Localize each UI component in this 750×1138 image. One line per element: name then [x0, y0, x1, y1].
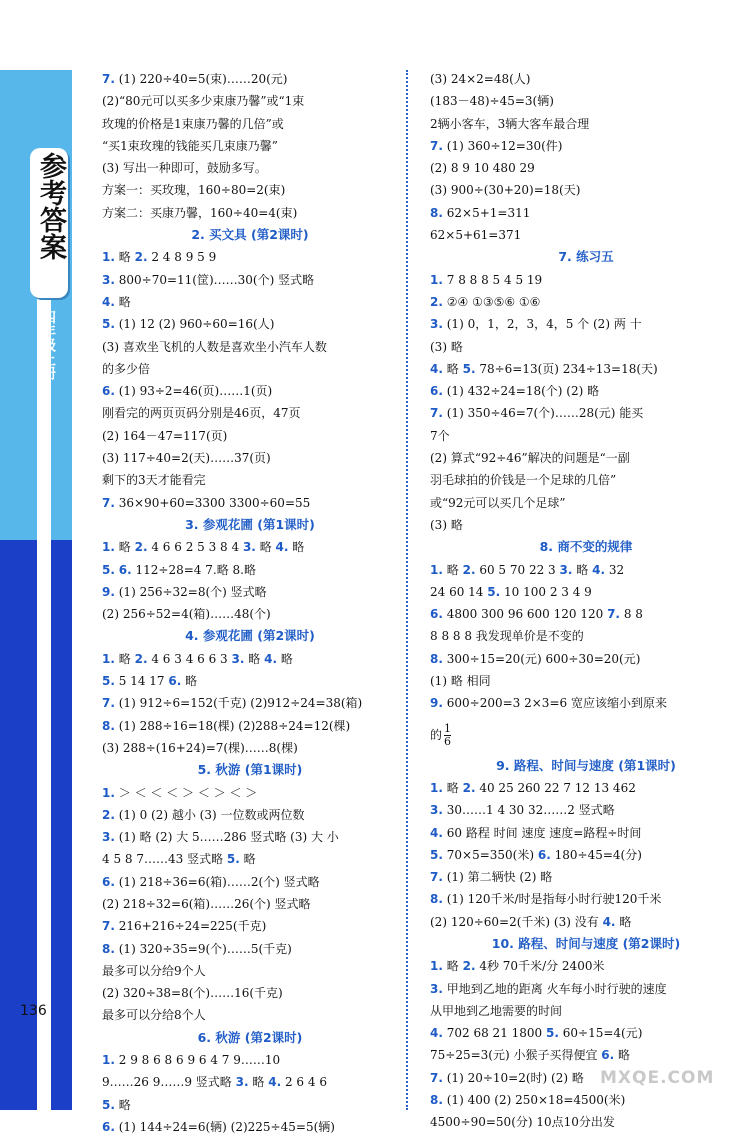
question-number: 8.	[102, 718, 115, 733]
answer-line	[430, 313, 742, 335]
answer-text: 36×90+60=3300 3300÷60=55	[118, 495, 311, 510]
answer-text: 70×5=350(米)	[446, 847, 535, 862]
question-number: 7.	[430, 406, 443, 421]
watermark: MXQE.COM	[600, 1068, 715, 1088]
answer-text: 180÷45=4(分)	[554, 847, 642, 862]
answer-text: (1) 912÷6=152(千克) (2)912÷24=38(箱)	[118, 696, 363, 711]
answer-text: 略	[292, 540, 305, 555]
answer-line	[102, 291, 398, 313]
answer-line	[102, 68, 398, 90]
answer-text: 800÷70=11(筐)……30(个) 竖式略	[118, 272, 315, 287]
question-number: 2.	[134, 250, 148, 265]
answer-line	[430, 777, 742, 799]
answer-text: (1) 略 相同	[430, 674, 491, 689]
question-number: 1.	[430, 780, 443, 795]
answer-text: (3) 写出一种即可，鼓励多写。	[102, 161, 267, 176]
answer-line	[102, 670, 398, 692]
answer-line	[102, 313, 398, 335]
answer-line	[102, 804, 398, 826]
question-number: 8.	[430, 651, 443, 666]
answer-text: 62×5+1=311	[446, 205, 531, 220]
answer-line	[430, 715, 742, 755]
answer-line	[102, 246, 398, 268]
answer-line	[102, 871, 398, 893]
answer-text: 60 路程 时间 速度 速度=路程÷时间	[446, 825, 642, 840]
answer-text: 剩下的3天才能看完	[102, 473, 206, 488]
answer-line	[102, 113, 398, 135]
answer-text: 4 6 6 2 5 3 8 4	[151, 540, 240, 555]
answer-line	[430, 291, 742, 313]
answer-line	[102, 157, 398, 179]
question-number: 9.	[430, 696, 443, 711]
question-number: 7.	[430, 138, 443, 153]
section-heading: 7. 练习五	[558, 249, 614, 265]
answer-text: 300÷15=20(元) 600÷30=20(元)	[446, 651, 641, 666]
answer-line	[102, 536, 398, 558]
answer-text: (1) 220÷40=5(束)……20(元)	[118, 72, 288, 86]
answer-text: (1) 256÷32=8(个) 竖式略	[118, 584, 267, 599]
question-number: 1.	[430, 272, 443, 287]
answer-text: 78÷6=13(页) 234÷13=18(天)	[479, 361, 658, 376]
answer-text: 9……26 9……9 竖式略	[102, 1075, 232, 1090]
answer-line	[430, 955, 742, 977]
answer-line	[430, 224, 742, 246]
answer-text: “买1束玫瑰的钱能买几束康乃馨”	[102, 138, 278, 153]
answer-line	[102, 469, 398, 491]
answer-text: 62×5+61=371	[430, 228, 522, 243]
answer-text: 2辆小客车，3辆大客车最合理	[430, 116, 590, 131]
answer-line	[102, 358, 398, 380]
answer-text: 702 68 21 1800	[446, 1026, 543, 1041]
answer-line	[102, 915, 398, 937]
answer-text: 略	[243, 852, 256, 867]
question-number: 5.	[430, 847, 443, 862]
answer-text: (1) 400 (2) 250×18=4500(米)	[446, 1093, 626, 1108]
left-column	[102, 68, 398, 1138]
answer-text: 甲地到乙地的距离 火车每小时行驶的速度	[446, 981, 667, 996]
answer-text: (1) 360÷12=30(件)	[446, 138, 563, 153]
right-column	[430, 68, 742, 1134]
answer-line	[430, 68, 742, 90]
answer-text: 略	[619, 914, 632, 929]
answer-text: 略	[446, 562, 459, 577]
answer-line	[102, 692, 398, 714]
answer-text: 8 8 8 8 我发现单价是不变的	[430, 629, 584, 644]
answer-text: 的	[430, 727, 443, 742]
answer-text: 7个	[430, 428, 450, 443]
answer-line	[430, 1089, 742, 1111]
section-heading: 4. 参观花圃 (第2课时)	[185, 628, 315, 644]
question-number: 3.	[559, 562, 573, 577]
answer-text: 8 8	[623, 607, 643, 622]
answer-text: (1) 320÷35=9(个)……5(千克)	[118, 941, 292, 956]
question-number: 1.	[430, 959, 443, 974]
question-number: 3.	[242, 540, 256, 555]
answer-text: 4秒 70千米/分 2400米	[479, 959, 605, 974]
section-heading: 3. 参观花圃 (第1课时)	[185, 516, 315, 532]
answer-text: 方案二：买康乃馨，160÷40=4(束)	[102, 205, 298, 220]
question-number: 7.	[430, 870, 443, 885]
question-number: 5.	[102, 317, 115, 332]
answer-line	[430, 1044, 742, 1066]
question-number: 1.	[102, 1053, 115, 1068]
question-number: 5.	[102, 674, 115, 689]
question-number: 8.	[430, 205, 443, 220]
answer-text: 4 5 8 7……43 竖式略	[102, 852, 224, 867]
question-number: 3.	[235, 1075, 249, 1090]
answer-text: 112÷28=4 7.	[135, 562, 217, 577]
question-number: 1.	[102, 250, 115, 265]
answer-line	[102, 559, 398, 581]
answer-line	[102, 603, 398, 625]
answer-line	[102, 648, 398, 670]
answer-text: (1) 144÷24=6(辆) (2)225÷45=5(辆)	[118, 1119, 335, 1134]
answer-line	[102, 90, 398, 112]
answer-text: 略 8.	[216, 562, 244, 577]
sidebar-title: 参考答案	[35, 152, 66, 260]
answer-text: (1) 432÷24=18(个) (2) 略	[446, 384, 600, 399]
question-number: 3.	[231, 651, 245, 666]
answer-text: 略	[118, 1097, 131, 1112]
answer-text: (2) 120÷60=2(千米) (3) 没有	[430, 914, 599, 929]
answer-line	[430, 113, 742, 135]
answer-line	[430, 1000, 742, 1022]
question-number: 3.	[430, 803, 443, 818]
question-number: 5.	[487, 584, 501, 599]
question-number: 6.	[168, 674, 182, 689]
answer-text: 略	[185, 674, 198, 689]
answer-line	[430, 648, 742, 670]
answer-line	[102, 826, 398, 848]
answer-line	[102, 1116, 398, 1138]
answer-text: 方案一：买玫瑰，160÷80=2(束)	[102, 183, 286, 198]
question-number: 2.	[462, 959, 476, 974]
answer-line	[102, 425, 398, 447]
answer-text: (3) 117÷40=2(天)……37(页)	[102, 451, 271, 466]
answer-line	[102, 960, 398, 982]
question-number: 3.	[102, 272, 115, 287]
answer-text: 略	[118, 540, 131, 555]
answer-line	[430, 514, 742, 536]
answer-line	[430, 402, 742, 424]
question-number: 4.	[264, 651, 278, 666]
answer-text: 或“92元可以买几个足球”	[430, 495, 566, 510]
section-heading: 10. 路程、时间与速度 (第2课时)	[491, 935, 681, 951]
answer-text: (1) 第二辆快 (2) 略	[446, 870, 553, 885]
answer-text: (3) 略	[430, 339, 463, 354]
answer-line	[430, 692, 742, 714]
answer-text: 60÷15=4(元)	[562, 1026, 643, 1041]
question-number: 4.	[430, 361, 443, 376]
answer-line	[430, 799, 742, 821]
question-number: 7.	[102, 495, 115, 510]
question-number: 6.	[537, 847, 551, 862]
fraction-numerator: 1	[444, 721, 452, 735]
answer-line	[102, 179, 398, 201]
question-number: 4.	[430, 1026, 443, 1041]
question-number: 7.	[102, 696, 115, 711]
answer-line	[102, 402, 398, 424]
answer-text: 2 9 8 6 8 6 9 6 4 7 9……10	[118, 1053, 281, 1068]
sidebar-grade: 四年级上册	[40, 310, 56, 380]
answer-line	[430, 911, 742, 933]
question-number: 7.	[102, 72, 115, 86]
question-number: 5.	[226, 852, 240, 867]
answer-text: (3) 24×2=48(人)	[430, 72, 531, 86]
answer-text: (1) 218÷36=6(箱)……2(个) 竖式略	[118, 874, 320, 889]
answer-text: (3) 喜欢坐飞机的人数是喜欢坐小汽车人数	[102, 339, 327, 354]
answer-line	[102, 581, 398, 603]
question-number: 2.	[102, 807, 115, 822]
question-number: 7.	[607, 607, 620, 622]
section-heading: 8. 商不变的规律	[539, 539, 633, 555]
answer-line	[102, 1094, 398, 1116]
answer-text: (1) 20÷10=2(时) (2) 略	[446, 1070, 584, 1085]
answer-line	[430, 358, 742, 380]
answer-text: 略	[243, 562, 256, 577]
question-number: 3.	[430, 317, 443, 332]
answer-line	[430, 492, 742, 514]
question-number: 6.	[102, 874, 115, 889]
question-number: 1.	[430, 562, 443, 577]
answer-text: 5 14 17	[118, 674, 165, 689]
answer-line	[102, 269, 398, 291]
answer-text: 30……1 4 30 32……2 竖式略	[446, 803, 615, 818]
question-number: 4.	[592, 562, 606, 577]
question-number: 3.	[102, 830, 115, 845]
answer-line	[430, 90, 742, 112]
question-number: 7.	[430, 1070, 443, 1085]
question-number: 6.	[430, 607, 443, 622]
question-number: 8.	[102, 941, 115, 956]
question-number: 5.	[546, 1026, 559, 1041]
answer-line	[430, 559, 742, 581]
question-number: 5.	[102, 562, 115, 577]
answer-text: 玫瑰的价格是1束康乃馨的几倍”或	[102, 116, 284, 131]
section-heading: 6. 秋游 (第2课时)	[197, 1029, 303, 1045]
answer-line	[430, 1111, 742, 1133]
answer-text: (1) 0，1，2，3，4，5 个 (2) 两 十	[446, 317, 642, 332]
question-number: 6.	[102, 384, 115, 399]
question-number: 5.	[462, 361, 476, 376]
answer-text: 2 4 8 9 5 9	[151, 250, 217, 265]
answer-text: 略	[248, 651, 261, 666]
answer-text: 略	[118, 651, 131, 666]
answer-line	[430, 1022, 742, 1044]
question-number: 6.	[601, 1048, 615, 1063]
question-number: 2.	[430, 294, 443, 309]
answer-text: 最多可以分给9个人	[102, 963, 206, 978]
answer-line	[102, 380, 398, 402]
answer-text: (2) 218÷32=6(箱)……26(个) 竖式略	[102, 896, 311, 911]
answer-line	[430, 425, 742, 447]
fraction-denominator: 6	[444, 734, 452, 748]
answer-text: 32	[608, 562, 625, 577]
answer-text: (2) 8 9 10 480 29	[430, 161, 535, 176]
answer-text: 略	[259, 540, 272, 555]
question-number: 1.	[102, 540, 115, 555]
answer-text: (1) 12 (2) 960÷60=16(人)	[118, 317, 275, 332]
page-number: 136	[20, 1003, 47, 1019]
answer-text: 略	[252, 1075, 265, 1090]
answer-text: (3) 288÷(16+24)=7(棵)……8(棵)	[102, 740, 298, 755]
answer-text: 略	[446, 780, 459, 795]
question-number: 6.	[118, 562, 132, 577]
answer-line	[430, 179, 742, 201]
section-heading: 9. 路程、时间与速度 (第1课时)	[496, 757, 676, 773]
question-number: 9.	[102, 584, 115, 599]
answer-line	[102, 1004, 398, 1026]
answer-line	[430, 135, 742, 157]
fraction	[444, 723, 451, 748]
answer-line	[102, 782, 398, 804]
answer-text: (2) 320÷38=8(个)……16(千克)	[102, 986, 283, 1001]
answer-line	[430, 581, 742, 603]
answer-line	[430, 978, 742, 1000]
answer-line	[430, 603, 742, 625]
answer-text: 略	[118, 294, 131, 309]
answer-text: (3) 900÷(30+20)=18(天)	[430, 183, 581, 198]
answer-line	[102, 202, 398, 224]
answer-text: 刚看完的两页页码分别是46页，47页	[102, 406, 301, 421]
answer-line	[430, 822, 742, 844]
answer-text: 4500÷90=50(分) 10点10分出发	[430, 1115, 615, 1130]
answer-line	[102, 336, 398, 358]
question-number: 1.	[102, 651, 115, 666]
answer-line	[102, 737, 398, 759]
answer-text: 从甲地到乙地需要的时间	[430, 1003, 563, 1018]
answer-text: (2) 256÷52=4(箱)……48(个)	[102, 607, 271, 622]
answer-text: (3) 略	[430, 517, 463, 532]
answer-text: 216+216÷24=225(千克)	[118, 919, 267, 934]
answer-line	[430, 202, 742, 224]
question-number: 3.	[430, 981, 443, 996]
answer-text: 略	[618, 1048, 631, 1063]
answer-text: (1) 120千米/时是指每小时行驶120千米	[446, 892, 662, 907]
answer-text: 60 5 70 22 3	[479, 562, 556, 577]
answer-text: 7 8 8 8 5 4 5 19	[446, 272, 543, 287]
sidebar	[0, 0, 75, 1110]
answer-text: 羽毛球拍的价钱是一个足球的几倍”	[430, 473, 617, 488]
answer-text: (2) 算式“92÷46”解决的问题是“一副	[430, 451, 630, 466]
answer-text: ＞ ＜ ＜ ＜ ＞ ＜ ＞ ＜ ＞	[118, 785, 258, 800]
answer-text: (1) 93÷2=46(页)……1(页)	[118, 384, 273, 399]
sidebar-dark-band	[0, 540, 72, 1110]
answer-text: (1) 350÷46=7(个)……28(元) 能买	[446, 406, 644, 421]
section-heading: 5. 秋游 (第1课时)	[197, 762, 303, 778]
answer-line	[430, 866, 742, 888]
question-number: 4.	[268, 1075, 282, 1090]
question-number: 7.	[102, 919, 115, 934]
question-number: 2.	[134, 651, 148, 666]
answer-text: 10 100 2 3 4 9	[504, 584, 592, 599]
answer-line	[430, 269, 742, 291]
answer-text: (1) 略 (2) 大 5……286 竖式略 (3) 大 小	[118, 830, 339, 845]
question-number: 8.	[430, 1093, 443, 1108]
question-number: 2.	[134, 540, 148, 555]
question-number: 4.	[602, 914, 616, 929]
question-number: 5.	[102, 1097, 115, 1112]
answer-text: 75÷25=3(元) 小猴子买得便宜	[430, 1048, 598, 1063]
question-number: 8.	[430, 892, 443, 907]
answer-text: (1) 0 (2) 越小 (3) 一位数或两位数	[118, 807, 305, 822]
question-number: 2.	[462, 562, 476, 577]
answer-line	[430, 469, 742, 491]
answer-line	[430, 447, 742, 469]
answer-text: 最多可以分给8个人	[102, 1008, 206, 1023]
answer-line	[102, 1071, 398, 1093]
answer-text: 略	[280, 651, 293, 666]
column-divider	[406, 70, 408, 1110]
answer-text: 600÷200=3 2×3=6 宽应该缩小到原来	[446, 696, 667, 711]
answer-line	[430, 625, 742, 647]
answer-text: 4 6 3 4 6 6 3	[151, 651, 228, 666]
answer-text: 略	[446, 959, 459, 974]
answer-text: 2 6 4 6	[284, 1075, 327, 1090]
question-number: 2.	[462, 780, 476, 795]
answer-text: (183－48)÷45=3(辆)	[430, 94, 554, 109]
answer-line	[430, 670, 742, 692]
answer-text: 4800 300 96 600 120 120	[446, 607, 604, 622]
answer-text: ②④ ①③⑤⑥ ①⑥	[446, 294, 541, 309]
question-number: 4.	[102, 294, 115, 309]
answer-text: (2)“80元可以买多少束康乃馨”或“1束	[102, 94, 305, 109]
answer-line	[430, 336, 742, 358]
answer-line	[102, 1049, 398, 1071]
answer-text: (1) 288÷16=18(棵) (2)288÷24=12(棵)	[118, 718, 351, 733]
answer-line	[430, 157, 742, 179]
answer-text: 的多少倍	[102, 361, 151, 376]
answer-line	[430, 888, 742, 910]
question-number: 4.	[430, 825, 443, 840]
answer-line	[102, 848, 398, 870]
answer-text: 略	[118, 250, 131, 265]
section-heading: 2. 买文具 (第2课时)	[191, 227, 309, 243]
answer-line	[430, 844, 742, 866]
answer-line	[102, 135, 398, 157]
answer-line	[102, 982, 398, 1004]
answer-text: (2) 164－47=117(页)	[102, 428, 228, 443]
answer-line	[102, 492, 398, 514]
answer-text: 略	[446, 361, 459, 376]
question-number: 1.	[102, 785, 115, 800]
answer-line	[102, 715, 398, 737]
sidebar-light-band	[0, 70, 72, 540]
answer-text: 40 25 260 22 7 12 13 462	[479, 780, 636, 795]
question-number: 6.	[102, 1119, 115, 1134]
answer-line	[430, 380, 742, 402]
answer-text: 24 60 14	[430, 584, 484, 599]
answer-line	[102, 938, 398, 960]
answer-text: 略	[576, 562, 589, 577]
question-number: 4.	[275, 540, 289, 555]
question-number: 6.	[430, 384, 443, 399]
answer-line	[102, 893, 398, 915]
answer-line	[102, 447, 398, 469]
